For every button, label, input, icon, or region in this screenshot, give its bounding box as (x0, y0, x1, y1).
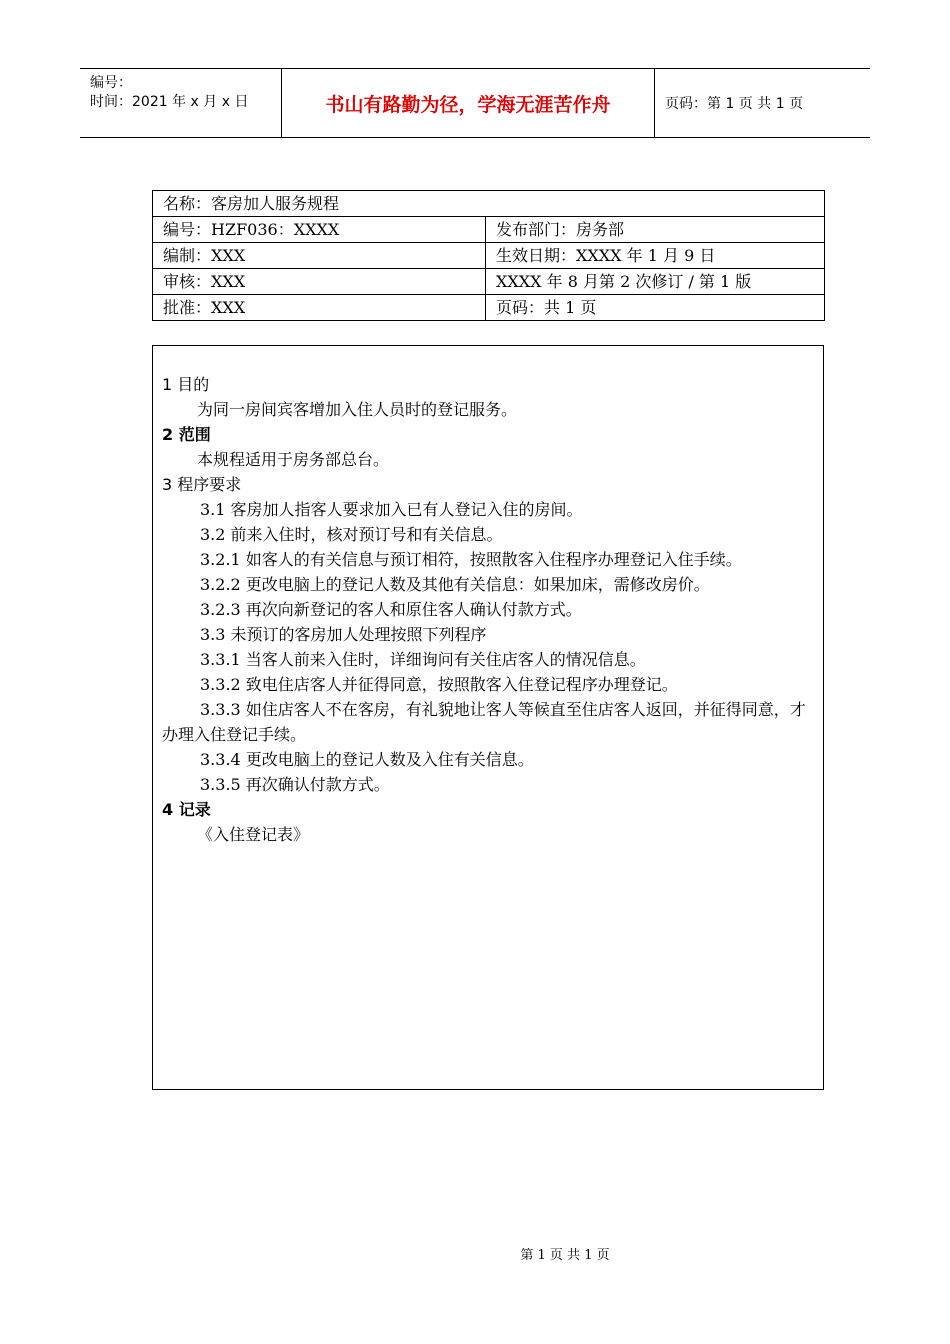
section-purpose-text: 为同一房间宾客增加入住人员时的登记服务。 (197, 400, 518, 419)
procedure-item: 3.3.5 再次确认付款方式。 (200, 775, 390, 794)
procedure-body (162, 372, 814, 847)
section-records-text: 《入住登记表》 (197, 825, 310, 844)
section-scope-title: 2 范围 (162, 425, 211, 444)
procedure-item: 3.2.1 如客人的有关信息与预订相符，按照散客入住程序办理登记入住手续。 (200, 550, 742, 569)
doc-effective-date: 生效日期：XXXX 年 1 月 9 日 (486, 243, 825, 269)
procedure-item: 3.2 前来入住时，核对预订号和有关信息。 (200, 525, 503, 544)
doc-name: 名称：客房加人服务规程 (153, 191, 825, 217)
procedure-item: 3.3.2 致电住店客人并征得同意，按照散客入住登记程序办理登记。 (200, 675, 678, 694)
section-records-title: 4 记录 (162, 800, 211, 819)
doc-number: 编号：HZF036：XXXX (153, 217, 486, 243)
section-procedure-title: 3 程序要求 (162, 475, 242, 494)
header-motto-cell (282, 69, 655, 137)
page-header (80, 68, 870, 138)
page-footer (0, 1244, 950, 1263)
procedure-item: 3.1 客房加人指客人要求加入已有人登记入住的房间。 (200, 500, 583, 519)
section-purpose-title: 1 目的 (162, 375, 210, 394)
procedure-item: 3.3 未预订的客房加人处理按照下列程序 (200, 625, 487, 644)
doc-revision: XXXX 年 8 月第 2 次修订 / 第 1 版 (486, 269, 825, 295)
procedure-item: 3.2.2 更改电脑上的登记人数及其他有关信息：如果加床，需修改房价。 (200, 575, 710, 594)
section-scope-text: 本规程适用于房务部总台。 (197, 450, 390, 469)
procedure-item: 3.2.3 再次向新登记的客人和原住客人确认付款方式。 (200, 600, 582, 619)
doc-reviewer: 审核：XXX (153, 269, 486, 295)
procedure-item: 3.3.4 更改电脑上的登记人数及入住有关信息。 (200, 750, 534, 769)
header-motto: 书山有路勤为径，学海无涯苦作舟 (325, 93, 611, 116)
document-info-table (152, 190, 825, 321)
procedure-item: 3.3.3 如住店客人不在客房，有礼貌地让客人等候直至住店客人返回，并征得同意，才办理入住登记手续。 (162, 700, 806, 744)
header-date-label: 时间：2021 年 x 月 x 日 (90, 94, 249, 110)
header-meta-cell (80, 69, 282, 137)
content-box (152, 345, 824, 1090)
procedure-item: 3.3.1 当客人前来入住时，详细询问有关住店客人的情况信息。 (200, 650, 646, 669)
doc-approver: 批准：XXX (153, 295, 486, 321)
footer-page-number: 第 1 页 共 1 页 (520, 1248, 610, 1263)
doc-compiler: 编制：XXX (153, 243, 486, 269)
header-code-label: 编号： (90, 75, 132, 91)
header-page-cell (655, 69, 870, 137)
doc-department: 发布部门：房务部 (486, 217, 825, 243)
header-page-label: 页码：第 1 页 共 1 页 (665, 96, 804, 112)
doc-pages: 页码：共 1 页 (486, 295, 825, 321)
